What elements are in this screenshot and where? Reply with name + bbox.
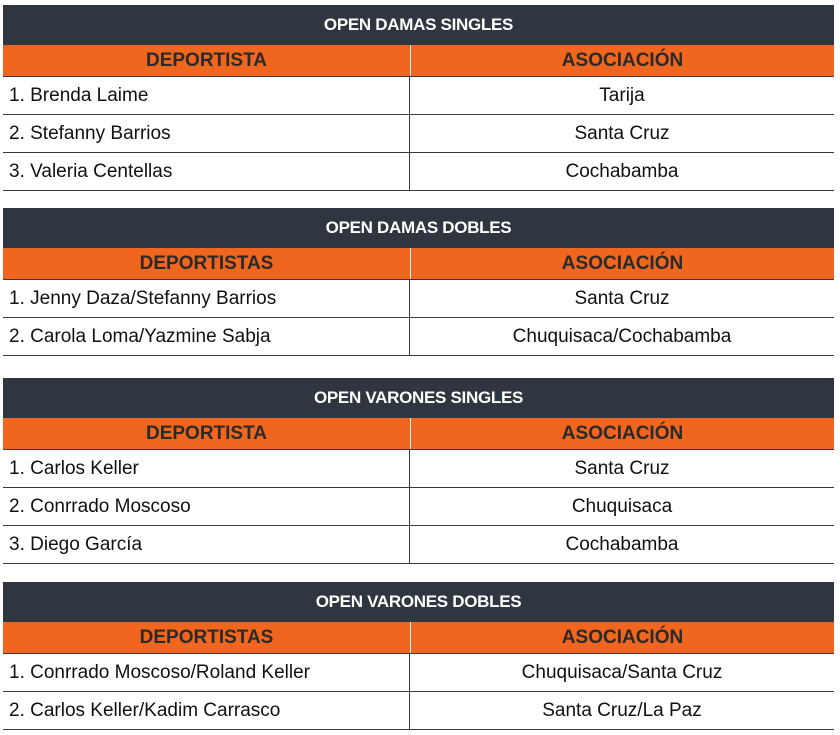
column-header-asociacion: ASOCIACIÓN bbox=[561, 422, 684, 444]
athlete-cell: 1. Brenda Laime bbox=[3, 77, 410, 114]
association-cell: Santa Cruz bbox=[574, 122, 670, 144]
athlete-cell: 3. Diego García bbox=[3, 526, 410, 563]
table-title: OPEN VARONES SINGLES bbox=[3, 378, 834, 418]
table-row bbox=[3, 449, 834, 488]
athlete-cell: 3. Valeria Centellas bbox=[3, 153, 410, 190]
athlete-cell: 1. Jenny Daza/Stefanny Barrios bbox=[3, 280, 410, 317]
table-row bbox=[3, 153, 834, 191]
column-header-asociacion: ASOCIACIÓN bbox=[561, 252, 684, 274]
column-header-deportista: DEPORTISTA bbox=[3, 418, 411, 449]
table-open-damas-singles bbox=[3, 5, 834, 191]
table-header bbox=[3, 622, 834, 653]
column-header-deportista: DEPORTISTA bbox=[3, 45, 411, 76]
table-row bbox=[3, 488, 834, 526]
column-header-deportistas: DEPORTISTAS bbox=[3, 622, 411, 653]
table-row bbox=[3, 526, 834, 564]
table-row bbox=[3, 115, 834, 153]
association-cell: Cochabamba bbox=[565, 533, 679, 555]
association-cell: Santa Cruz/La Paz bbox=[542, 699, 702, 721]
athlete-cell: 2. Conrrado Moscoso bbox=[3, 488, 410, 525]
table-row bbox=[3, 279, 834, 318]
athlete-cell: 2. Stefanny Barrios bbox=[3, 115, 410, 152]
athlete-cell: 1. Conrrado Moscoso/Roland Keller bbox=[3, 654, 410, 691]
athlete-cell: 2. Carlos Keller/Kadim Carrasco bbox=[3, 692, 410, 729]
table-header bbox=[3, 418, 834, 449]
association-cell: Tarija bbox=[599, 84, 645, 106]
association-cell: Chuquisaca/Cochabamba bbox=[512, 325, 732, 347]
column-header-asociacion: ASOCIACIÓN bbox=[561, 626, 684, 648]
table-open-varones-singles bbox=[3, 378, 834, 564]
association-cell: Chuquisaca bbox=[571, 495, 673, 517]
table-row bbox=[3, 318, 834, 356]
table-open-varones-dobles bbox=[3, 582, 834, 730]
table-title: OPEN DAMAS SINGLES bbox=[3, 5, 834, 45]
table-row bbox=[3, 653, 834, 692]
athlete-cell: 1. Carlos Keller bbox=[3, 450, 410, 487]
association-cell: Chuquisaca/Santa Cruz bbox=[521, 661, 723, 683]
column-header-asociacion: ASOCIACIÓN bbox=[561, 49, 684, 71]
table-row bbox=[3, 76, 834, 115]
association-cell: Santa Cruz bbox=[574, 457, 670, 479]
table-title: OPEN VARONES DOBLES bbox=[3, 582, 834, 622]
table-open-damas-dobles bbox=[3, 208, 834, 356]
table-row bbox=[3, 692, 834, 730]
athlete-cell: 2. Carola Loma/Yazmine Sabja bbox=[3, 318, 410, 355]
table-header bbox=[3, 248, 834, 279]
association-cell: Santa Cruz bbox=[574, 287, 670, 309]
table-header bbox=[3, 45, 834, 76]
association-cell: Cochabamba bbox=[565, 160, 679, 182]
column-header-deportistas: DEPORTISTAS bbox=[3, 248, 411, 279]
table-title: OPEN DAMAS DOBLES bbox=[3, 208, 834, 248]
